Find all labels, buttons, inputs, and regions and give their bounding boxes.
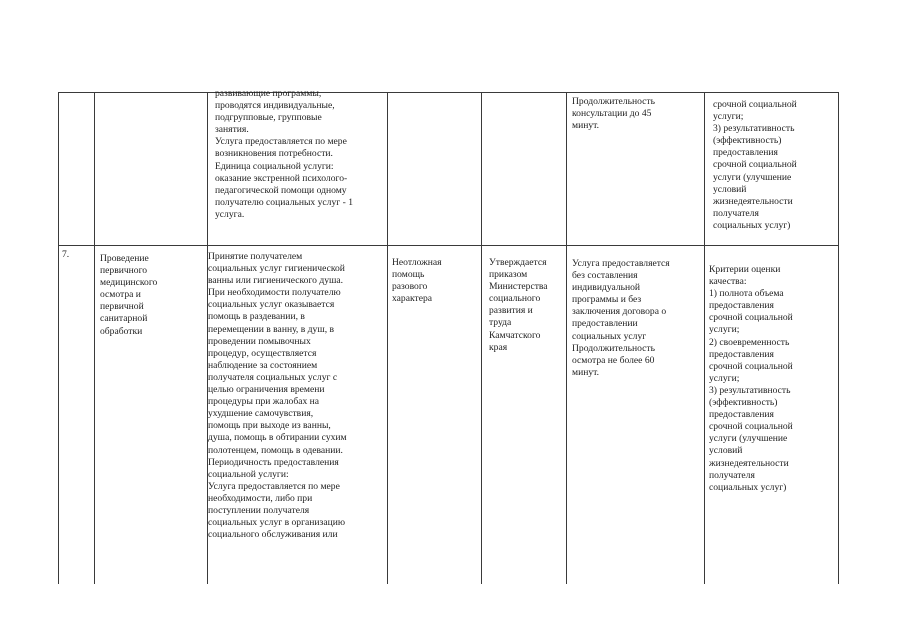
table-border-left xyxy=(58,92,59,584)
service-tariff: Утверждается приказом Министерства социального развития и труда Камчатского края xyxy=(489,257,548,353)
table-border-top xyxy=(58,92,839,93)
service-description: Принятие получателем социальных услуг гигиенической ванны или гигиенического душа. При необходимости получателю социальных услуг оказывается помощь в раздевании, в перемещении в ванну, в душ, в проведении помывочных процедур, осуществляется наблюдение за состоянием получателя социальных услуг с целью ограничения времени процедуры при жалобах на ухудшение самочувствия, помощь при выходе из ванны, душа, помощь в обтирании сухим полотенцем, помощь в одевании. Периодичность предоставления социальной услуги: Услуга предоставляется по мере необходимости, либо при поступлении получателя социальных услуг в организацию социального обслуживания или xyxy=(208,251,347,541)
table-column-divider xyxy=(481,92,482,584)
service-character: Неотложная помощь разового характера xyxy=(392,257,442,305)
service-conditions: Услуга предоставляется без составления индивидуальной программы и без заключения договора о предоставлении социальных услуг Продолжительность осмотра не более 60 минут. xyxy=(572,258,670,378)
table-row-divider xyxy=(58,245,839,246)
upper-row-description: развивающие программы, проводятся индивидуальные, подгрупповые, групповые занятия. Услуга предоставляется по мере возникновения потребности. Единица социальной услуги: оказание экстренной психолого- педагогической помощи одному получателю социальных услуг - 1 услуга. xyxy=(215,88,353,220)
table-column-divider xyxy=(94,92,95,584)
quality-criteria: Критерии оценки качества: 1) полнота объема предоставления срочной социальной услуги; 2) своевременность предоставления срочной социальной услуги; 3) результативность (эффективность) предоставления срочной социальной услуги (улучшение условий жизнедеятельности получателя социальных услуг) xyxy=(709,264,793,493)
upper-row-criteria: срочной социальной услуги; 3) результативность (эффективность) предоставления срочной социальной услуги (улучшение условий жизнедеятельности получателя социальных услуг) xyxy=(713,99,797,231)
table-column-divider xyxy=(704,92,705,584)
row-number: 7. xyxy=(62,249,70,260)
service-name: Проведение первичного медицинского осмотра и первичной санитарной обработки xyxy=(100,253,158,337)
upper-row-conditions: Продолжительность консультации до 45 минут. xyxy=(572,96,655,132)
table-column-divider xyxy=(387,92,388,584)
table-border-right xyxy=(838,92,839,584)
table-column-divider xyxy=(566,92,567,584)
